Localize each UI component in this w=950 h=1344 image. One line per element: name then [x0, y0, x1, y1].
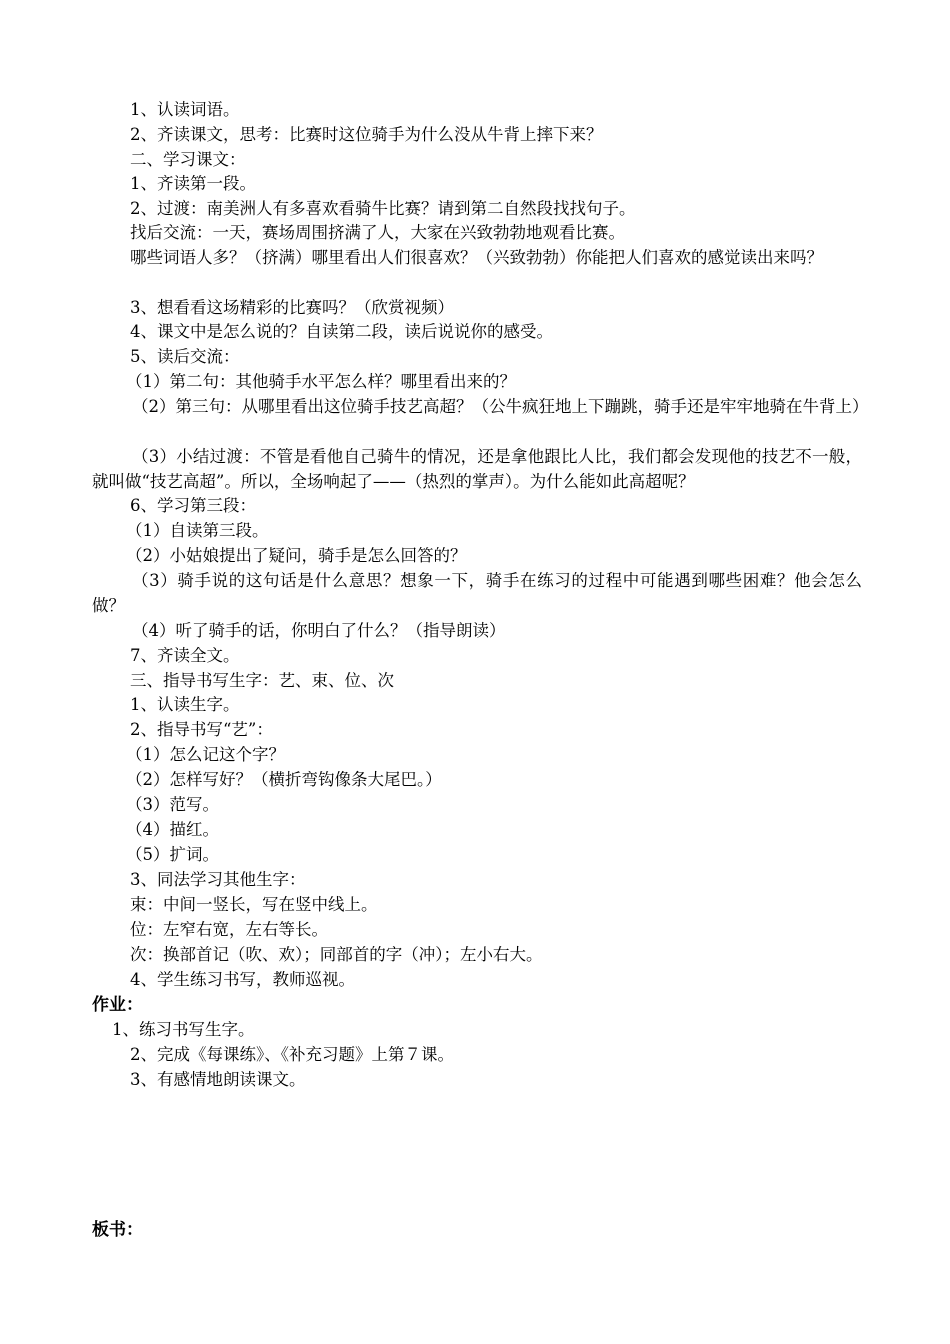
- text-line: （1）怎么记这个字？: [126, 745, 285, 764]
- text-line: 1、认读生字。: [130, 695, 240, 714]
- text-line: 4、学生练习书写，教师巡视。: [130, 970, 355, 989]
- text-line: （1）自读第三段。: [126, 521, 269, 540]
- text-line: 4、课文中是怎么说的？自读第二段，读后说说你的感受。: [130, 322, 553, 341]
- text-paragraph: （2）第三句：从哪里看出这位骑手技艺高超？（公牛疯狂地上下蹦跳，骑手还是牢牢地骑在牛背上）: [132, 397, 869, 416]
- text-line: 7、齐读全文。: [130, 646, 240, 665]
- text-line: （4）听了骑手的话，你明白了什么？（指导朗读）: [132, 621, 506, 640]
- text-line: 3、同法学习其他生字：: [130, 870, 306, 889]
- homework-item: 2、完成《每课练》、《补充习题》上第７课。: [130, 1045, 454, 1064]
- text-line: （2）小姑娘提出了疑问，骑手是怎么回答的？: [126, 546, 467, 565]
- text-line: 位：左窄右宽，左右等长。: [130, 920, 328, 939]
- text-line: 5、读后交流：: [130, 347, 240, 366]
- text-line: 1、认读词语。: [130, 100, 240, 119]
- text-paragraph: （3）骑手说的这句话是什么意思？想象一下，骑手在练习的过程中可能遇到哪些困难？他会怎么做？: [92, 571, 862, 615]
- homework-item: 1、练习书写生字。: [112, 1020, 255, 1039]
- text-line: （2）怎样写好？（横折弯钩像条大尾巴。）: [126, 770, 442, 789]
- text-line: （4）描红。: [126, 820, 219, 839]
- section-heading: 二、学习课文：: [130, 150, 246, 169]
- text-line: 3、想看看这场精彩的比赛吗？（欣赏视频）: [130, 298, 454, 317]
- text-line: 次：换部首记（吹、欢）；同部首的字（冲）；左小右大。: [130, 945, 543, 964]
- text-line: 束：中间一竖长，写在竖中线上。: [130, 895, 378, 914]
- board-heading: 板书：: [92, 1220, 143, 1240]
- text-line: （3）范写。: [126, 795, 219, 814]
- homework-heading: 作业：: [92, 995, 143, 1015]
- text-line: 2、齐读课文，思考：比赛时这位骑手为什么没从牛背上摔下来？: [130, 125, 603, 144]
- text-line: （5）扩词。: [126, 845, 219, 864]
- text-line: 1、齐读第一段。: [130, 174, 256, 193]
- text-line: 2、指导书写“艺”：: [130, 720, 273, 739]
- section-heading: 三、指导书写生字：艺、束、位、次: [130, 671, 394, 690]
- text-paragraph: （3）小结过渡：不管是看他自己骑牛的情况，还是拿他跟比人比，我们都会发现他的技艺不一般，就叫做“技艺高超”。所以，全场响起了——（热烈的掌声）。为什么能如此高超呢？: [92, 447, 862, 491]
- text-line: 2、过渡：南美洲人有多喜欢看骑牛比赛？请到第二自然段找找句子。: [130, 199, 636, 218]
- homework-item: 3、有感情地朗读课文。: [130, 1070, 306, 1089]
- text-line: （1）第二句：其他骑手水平怎么样？哪里看出来的？: [126, 372, 516, 391]
- text-line: 6、学习第三段：: [130, 496, 256, 515]
- text-line: 找后交流：一天，赛场周围挤满了人，大家在兴致勃勃地观看比赛。: [130, 223, 625, 242]
- text-paragraph: 哪些词语人多？（挤满）哪里看出人们很喜欢？（兴致勃勃）你能把人们喜欢的感觉读出来吗？: [130, 248, 823, 267]
